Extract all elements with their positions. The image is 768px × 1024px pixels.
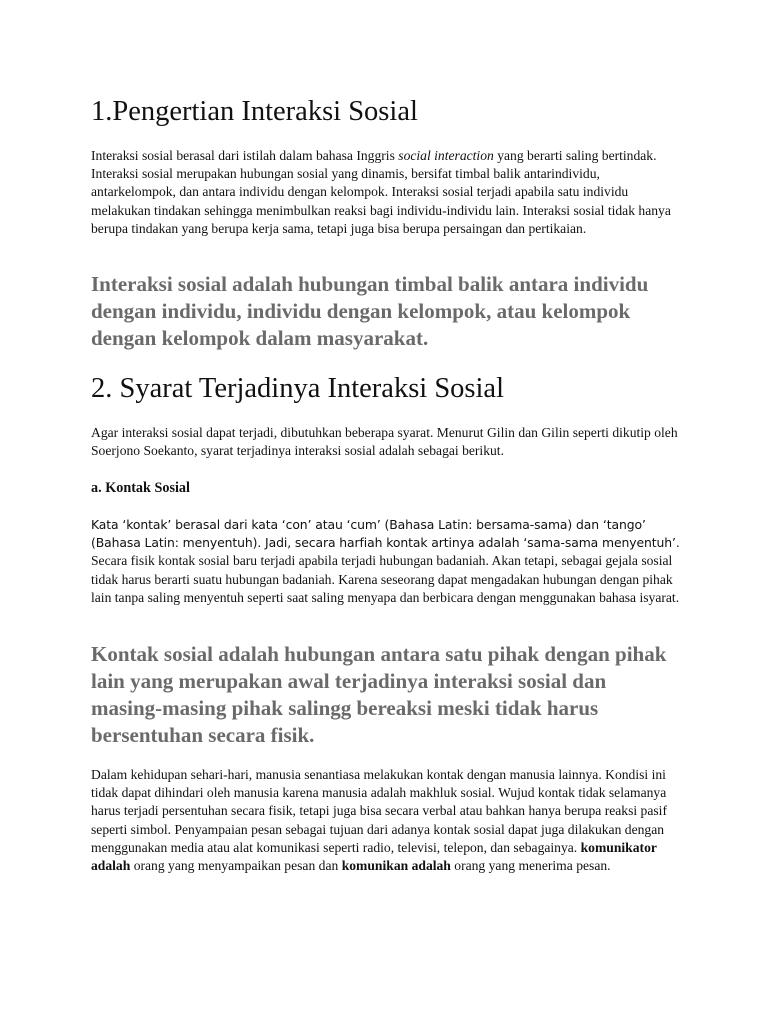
pull-quote-kontak: Kontak sosial adalah hubungan antara satu pihak dengan pihak lain yang merupakan awal terjadinya interaksi sosial dan masing-masing pihak salingg bereaksi meski tidak harus bersentuhan secara fisik. xyxy=(91,642,667,747)
paragraph-syarat-intro: Agar interaksi sosial dapat terjadi, dibutuhkan beberapa syarat. Menurut Gilin dan Gilin seperti dikutip oleh Soerjono Soekanto, syarat terjadinya interaksi sosial adalah sebagai berikut. xyxy=(91,425,678,459)
paragraph-text: Dalam kehidupan sehari-hari, manusia senantiasa melakukan kontak dengan manusia lainnya. Kondisi ini tidak dapat dihindari oleh manusia karena manusia adalah makhluk sosial. Wujud kontak tidak selamanya harus terjadi persentuhan secara fisik, tetapi juga bisa secara verbal atau bahkan hanya berupa reaksi pasif seperti simbol. Penyampaian pesan sebagai tujuan dari adanya kontak sosial dapat juga dilakukan dengan menggunakan media atau alat komunikasi seperti radio, televisi, telepon, dan sebagainya. xyxy=(91,767,667,855)
paragraph-kontak xyxy=(91,516,681,607)
pull-quote-interaksi: Interaksi sosial adalah hubungan timbal balik antara individu dengan individu, individu dengan kelompok, atau kelompok dengan kelompok dalam masyarakat. xyxy=(91,272,649,350)
bold-term-komunikan: komunikan adalah xyxy=(341,858,451,874)
paragraph-text-etymology: Kata ‘kontak’ berasal dari kata ‘con’ atau ‘cum’ (Bahasa Latin: bersama-sama) dan ‘tango’ (Bahasa Latin: menyentuh). Jadi, secara harfiah kontak artinya adalah ‘sama-sama menyentuh’. xyxy=(91,517,680,551)
section-heading-pengertian: 1.Pengertian Interaksi Sosial xyxy=(91,96,418,127)
paragraph-text: Secara fisik kontak sosial baru terjadi apabila terjadi hubungan badaniah. Akan tetapi, sebagai gejala sosial tidak harus berarti suatu hubungan badaniah. Karena seseorang dapat mengadakan hubungan dengan pihak lain tanpa saling menyentuh seperti saat saling menyapa dan berbicara dengan menggunakan bahasa isyarat. xyxy=(91,553,680,605)
paragraph-text: Interaksi sosial berasal dari istilah dalam bahasa Inggris xyxy=(91,148,399,163)
paragraph-kehidupan xyxy=(91,766,681,875)
section-heading-syarat: 2. Syarat Terjadinya Interaksi Sosial xyxy=(91,373,504,404)
emphasis-social-interaction: social interaction xyxy=(398,148,494,163)
subheading-kontak-sosial: a. Kontak Sosial xyxy=(91,480,190,496)
bold-term-komunikator: komunikator adalah xyxy=(91,839,657,874)
paragraph-text: yang berarti saling bertindak. Interaksi sosial merupakan hubungan sosial yang dinamis, bersifat timbal balik antarindividu, antarkelompok, dan antara individu dengan kelompok. Interaksi sosial terjadi apabila satu individu melakukan tindakan sehingga menimbulkan reaksi bagi individu-individu lain. Interaksi sosial tidak hanya berupa tindakan yang berupa kerja sama, tetapi juga bisa berupa persaingan dan pertikaian. xyxy=(91,148,671,236)
paragraph-pengertian xyxy=(91,147,681,238)
paragraph-text: orang yang menyampaikan pesan dan xyxy=(130,858,342,874)
paragraph-text: orang yang menerima pesan. xyxy=(450,858,611,874)
